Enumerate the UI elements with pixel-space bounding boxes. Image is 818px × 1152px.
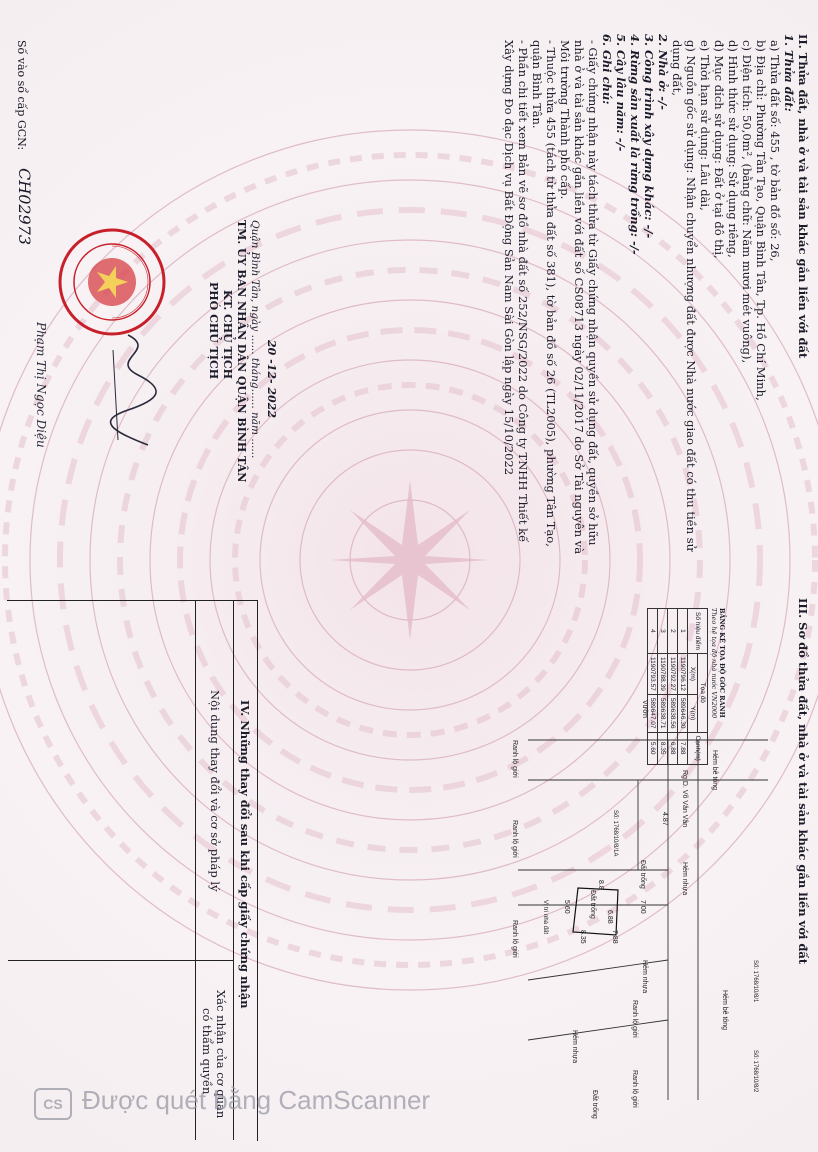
map-dim-560: 5.60 — [563, 900, 570, 914]
map-hem-nhua-mid: Hẻm nhựa — [641, 960, 648, 994]
registry-number: CH02973 — [15, 168, 34, 246]
map-so-2: Số: 1768/10/8/1 — [752, 960, 758, 1003]
forest-line: 4. Rừng sản xuất là rừng trồng: -/- — [628, 34, 642, 255]
usage-term: e) Thời hạn sử dụng: Lâu dài, — [698, 40, 712, 211]
map-vuon: Vườn — [641, 700, 648, 718]
coord-header-y: Y(m) — [688, 694, 698, 732]
map-dim-88: 8.8 — [597, 880, 604, 890]
usage-purpose: đ) Mục đích sử dụng: Đất ở tại đô thị, — [712, 40, 726, 259]
note-line-5: quận Bình Tân. — [530, 40, 544, 129]
coord-table — [647, 608, 708, 765]
coord-cell: 589646.30 — [678, 694, 688, 732]
coord-cell: 589647.07 — [648, 694, 658, 732]
map-hem-be-tong-left: Hẻm bê tông — [711, 750, 718, 791]
issuer-role: KT. CHỦ TỊCH — [221, 290, 234, 380]
section-iv-divider — [233, 600, 234, 1140]
note-line-6: - Phần chi tiết xem Bản vẽ sơ đồ nhà đất số 252/NSG/2022 do Công ty TNHH Thiết kế — [516, 40, 530, 543]
signature-scribble — [98, 330, 168, 450]
section-iii-heading: III. Sơ đồ thửa đất, nhà ở và tài sản khác gắn liền với đất — [796, 598, 810, 965]
section-iv-col2-line1: Xác nhận của cơ quan — [214, 990, 228, 1119]
perennial-line: 5. Cây lâu năm: -/- — [614, 34, 628, 152]
official-seal — [56, 226, 168, 338]
map-dat-trong-3: Đất trống — [591, 1090, 598, 1119]
usage-form: d) Hình thức sử dụng: Sử dụng riêng, — [726, 40, 740, 258]
map-ranh-lo-gioi-3: Ranh lộ giới — [631, 1000, 638, 1038]
coord-cell: 1190793.57 — [648, 653, 658, 694]
signer-name: Phạm Thị Ngọc Diệu — [34, 322, 48, 448]
map-dim-788: 7.88 — [611, 930, 618, 944]
coord-cell: 1190796.12 — [678, 653, 688, 694]
map-hem-nhua-right: Hẻm nhựa — [571, 1030, 578, 1064]
map-dat-trong-2: Đất trống — [639, 860, 646, 889]
section-ii-heading: II. Thửa đất, nhà ở và tài sản khác gắn liền với đất — [796, 34, 810, 359]
map-hem-nhua-top: Hẻm nhựa — [681, 862, 688, 896]
map-dim-688: 6.88 — [606, 910, 613, 924]
note-line-1: - Giấy chứng nhận này tách thửa từ Giấy chứng nhận quyền sử dụng đất, quyền sở hữu — [586, 40, 600, 546]
map-hem-be-tong-top: Hẻm bê tông — [721, 990, 728, 1031]
map-vi-tri: Vị trí nhà đất — [542, 900, 548, 935]
coord-cell: 7.88 — [678, 732, 688, 764]
section-iv-heading: IV. Những thay đổi sau khi cấp giấy chứng nhận — [238, 700, 252, 1009]
table-row — [668, 609, 678, 765]
table-row — [648, 609, 658, 765]
map-ranh-lo-gioi-1: Ranh lộ giới — [511, 740, 518, 778]
camscanner-watermark: Được quét bằng CamScanner — [82, 1085, 431, 1115]
map-dim-700: 7.00 — [639, 900, 646, 914]
coord-header-group: Tọa độ — [698, 653, 708, 732]
table-row — [658, 609, 668, 765]
note-line-3: Môi trường Thành phố cấp. — [558, 40, 572, 200]
usage-origin: g) Nguồn gốc sử dụng: Nhận chuyển nhượng đất được Nhà nước giao đất có thu tiền sử — [684, 40, 698, 552]
map-ranh-lo-gioi-5: Ranh lộ giới — [511, 920, 518, 958]
parcel-address: b) Địa chỉ: Phường Tân Tạo, Quận Bình Tân, Tp. Hồ Chí Minh, — [754, 40, 768, 401]
issue-date-line: Quận Bình Tân, ngày ...... tháng...... năm ...... — [249, 220, 261, 459]
note-line-7: Xây dựng Đo đạc Dịch vụ Bất Động Sản Nam Sài Gòn lập ngày 15/10/2022 — [502, 40, 516, 476]
coord-header-x: X(m) — [688, 653, 698, 694]
parcel-area: c) Diện tích: 50,0m², (bằng chữ: Năm mươi mét vuông), — [740, 40, 754, 364]
map-dim-487: 4.87 — [661, 812, 668, 826]
coord-cell: 589638.56 — [668, 694, 678, 732]
table-row — [678, 609, 688, 765]
coord-cell: 589638.71 — [658, 694, 668, 732]
map-ranh-lo-gioi-4: Ranh lộ giới — [631, 1070, 638, 1108]
section-iv-col-divider — [8, 960, 234, 961]
coord-cell: 1190792.27 — [668, 653, 678, 694]
map-so-1: Số: 1768/10/8/2 — [752, 1050, 758, 1093]
parcel-number: a) Thửa đất số: 455 , tờ bản đồ số: 26, — [768, 40, 782, 262]
coord-cell: 2 — [668, 609, 678, 654]
usage-origin-cont: dụng đất, — [670, 40, 684, 96]
map-dim-835: 8.35 — [579, 930, 586, 944]
map-so-3: Số: 1768/10/8/1A — [612, 810, 618, 857]
handwritten-date: 20 -12- 2022 — [265, 340, 278, 419]
parcel-map — [508, 720, 788, 1120]
coord-header-edge: Cạnh(m) — [688, 732, 708, 764]
map-road-main: Rg D. Võ Văn Vân — [681, 770, 688, 828]
coord-cell: 3 — [658, 609, 668, 654]
section-iv-col1: Nội dung thay đổi và cơ sở pháp lý — [208, 690, 222, 892]
note-line-2: nhà ở và tài sản khác gắn liền với đất số CS08713 ngày 02/11/2017 do Sở Tài nguyên và — [572, 40, 586, 555]
camscanner-logo-icon: CS — [34, 1088, 72, 1120]
section-iv-col2-line2: có thẩm quyền — [200, 1008, 214, 1095]
house-line: 2. Nhà ở: -/- — [656, 34, 670, 111]
coord-cell: 5.60 — [648, 732, 658, 764]
land-parcel-heading: 1. Thửa đất: — [782, 34, 796, 112]
coord-table-subtitle: Theo hệ tọa độ nhà nước VN2000 — [710, 608, 718, 719]
map-dat-trong: Đất trống — [589, 890, 596, 919]
coord-cell: 6.88 — [668, 732, 678, 764]
issuer-title: PHÓ CHỦ TỊCH — [207, 282, 220, 380]
coord-cell: 1190788.39 — [658, 653, 668, 694]
section-iv-header-divider — [195, 600, 196, 1140]
note-line-4: - Thuộc thửa 455 (tách từ thửa đất số 381), tờ bản đồ số 26 (TL2005), phường Tân Tạo, — [544, 40, 558, 547]
coord-cell: 4 — [648, 609, 658, 654]
issuer-org: TM. ỦY BAN NHÂN DÂN QUẬN BÌNH TÂN — [235, 220, 248, 483]
registry-label: Số vào sổ cấp GCN: — [15, 40, 28, 151]
other-constructions-line: 3. Công trình xây dựng khác: -/- — [642, 34, 656, 239]
coord-cell: 8.35 — [658, 732, 668, 764]
map-ranh-lo-gioi-2: Ranh lộ giới — [511, 820, 518, 858]
coord-table-title: BẢNG KÊ TỌA ĐỘ GÓC RANH — [718, 608, 726, 718]
coord-cell: 1 — [678, 609, 688, 654]
notes-heading: 6. Ghi chú: — [600, 34, 614, 105]
coord-header-point: Số hiệu điểm — [688, 609, 708, 654]
